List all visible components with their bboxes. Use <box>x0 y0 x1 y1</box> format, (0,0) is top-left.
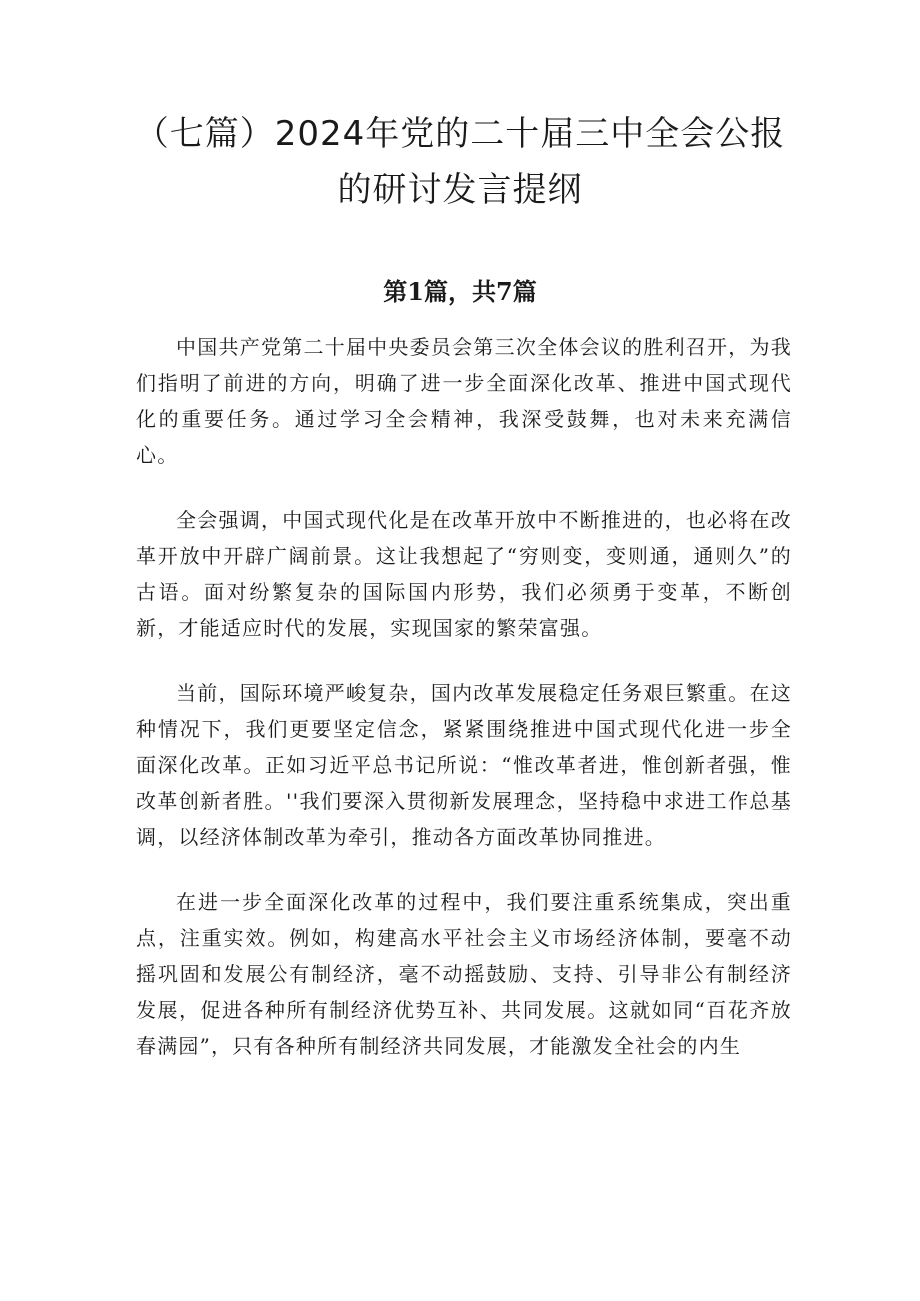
paragraph-2: 全会强调，中国式现代化是在改革开放中不断推进的，也必将在改革开放中开辟广阔前景。这让我想起了“穷则变，变则通，通则久”的古语。面对纷繁复杂的国际国内形势，我们必须勇于变革，不断创新，才能适应时代的发展，实现国家的繁荣富强。 <box>136 508 792 640</box>
paragraph-1: 中国共产党第二十届中央委员会第三次全体会议的胜利召开，为我们指明了前进的方向，明确了进一步全面深化改革、推进中国式现代化的重要任务。通过学习全会精神，我深受鼓舞，也对未来充满信心。 <box>136 335 792 467</box>
paragraph-4: 在进一步全面深化改革的过程中，我们要注重系统集成，突出重点，注重实效。例如，构建高水平社会主义市场经济体制，要毫不动摇巩固和发展公有制经济，毫不动摇鼓励、支持、引导非公有制经济发展，促进各种所有制经济优势互补、共同发展。这就如同“百花齐放春满园”，只有各种所有制经济共同发展，才能激发全社会的内生 <box>136 890 792 1058</box>
document-title-line-1: （七篇）2024年党的二十届三中全会公报 <box>134 114 786 154</box>
document-title-line-2: 的研讨发言提纲 <box>337 170 583 210</box>
document-title <box>120 106 800 218</box>
paragraph-3: 当前，国际环境严峻复杂，国内改革发展稳定任务艰巨繁重。在这种情况下，我们更要坚定信念，紧紧围绕推进中国式现代化进一步全面深化改革。正如习近平总书记所说：“惟改革者进，惟创新者强，惟改革创新者胜。''我们要深入贯彻新发展理念，坚持稳中求进工作总基调，以经济体制改革为牵引，推动各方面改革协同推进。 <box>136 681 792 849</box>
document-body <box>136 329 792 1093</box>
section-heading: 第1篇，共7篇 <box>383 277 537 306</box>
